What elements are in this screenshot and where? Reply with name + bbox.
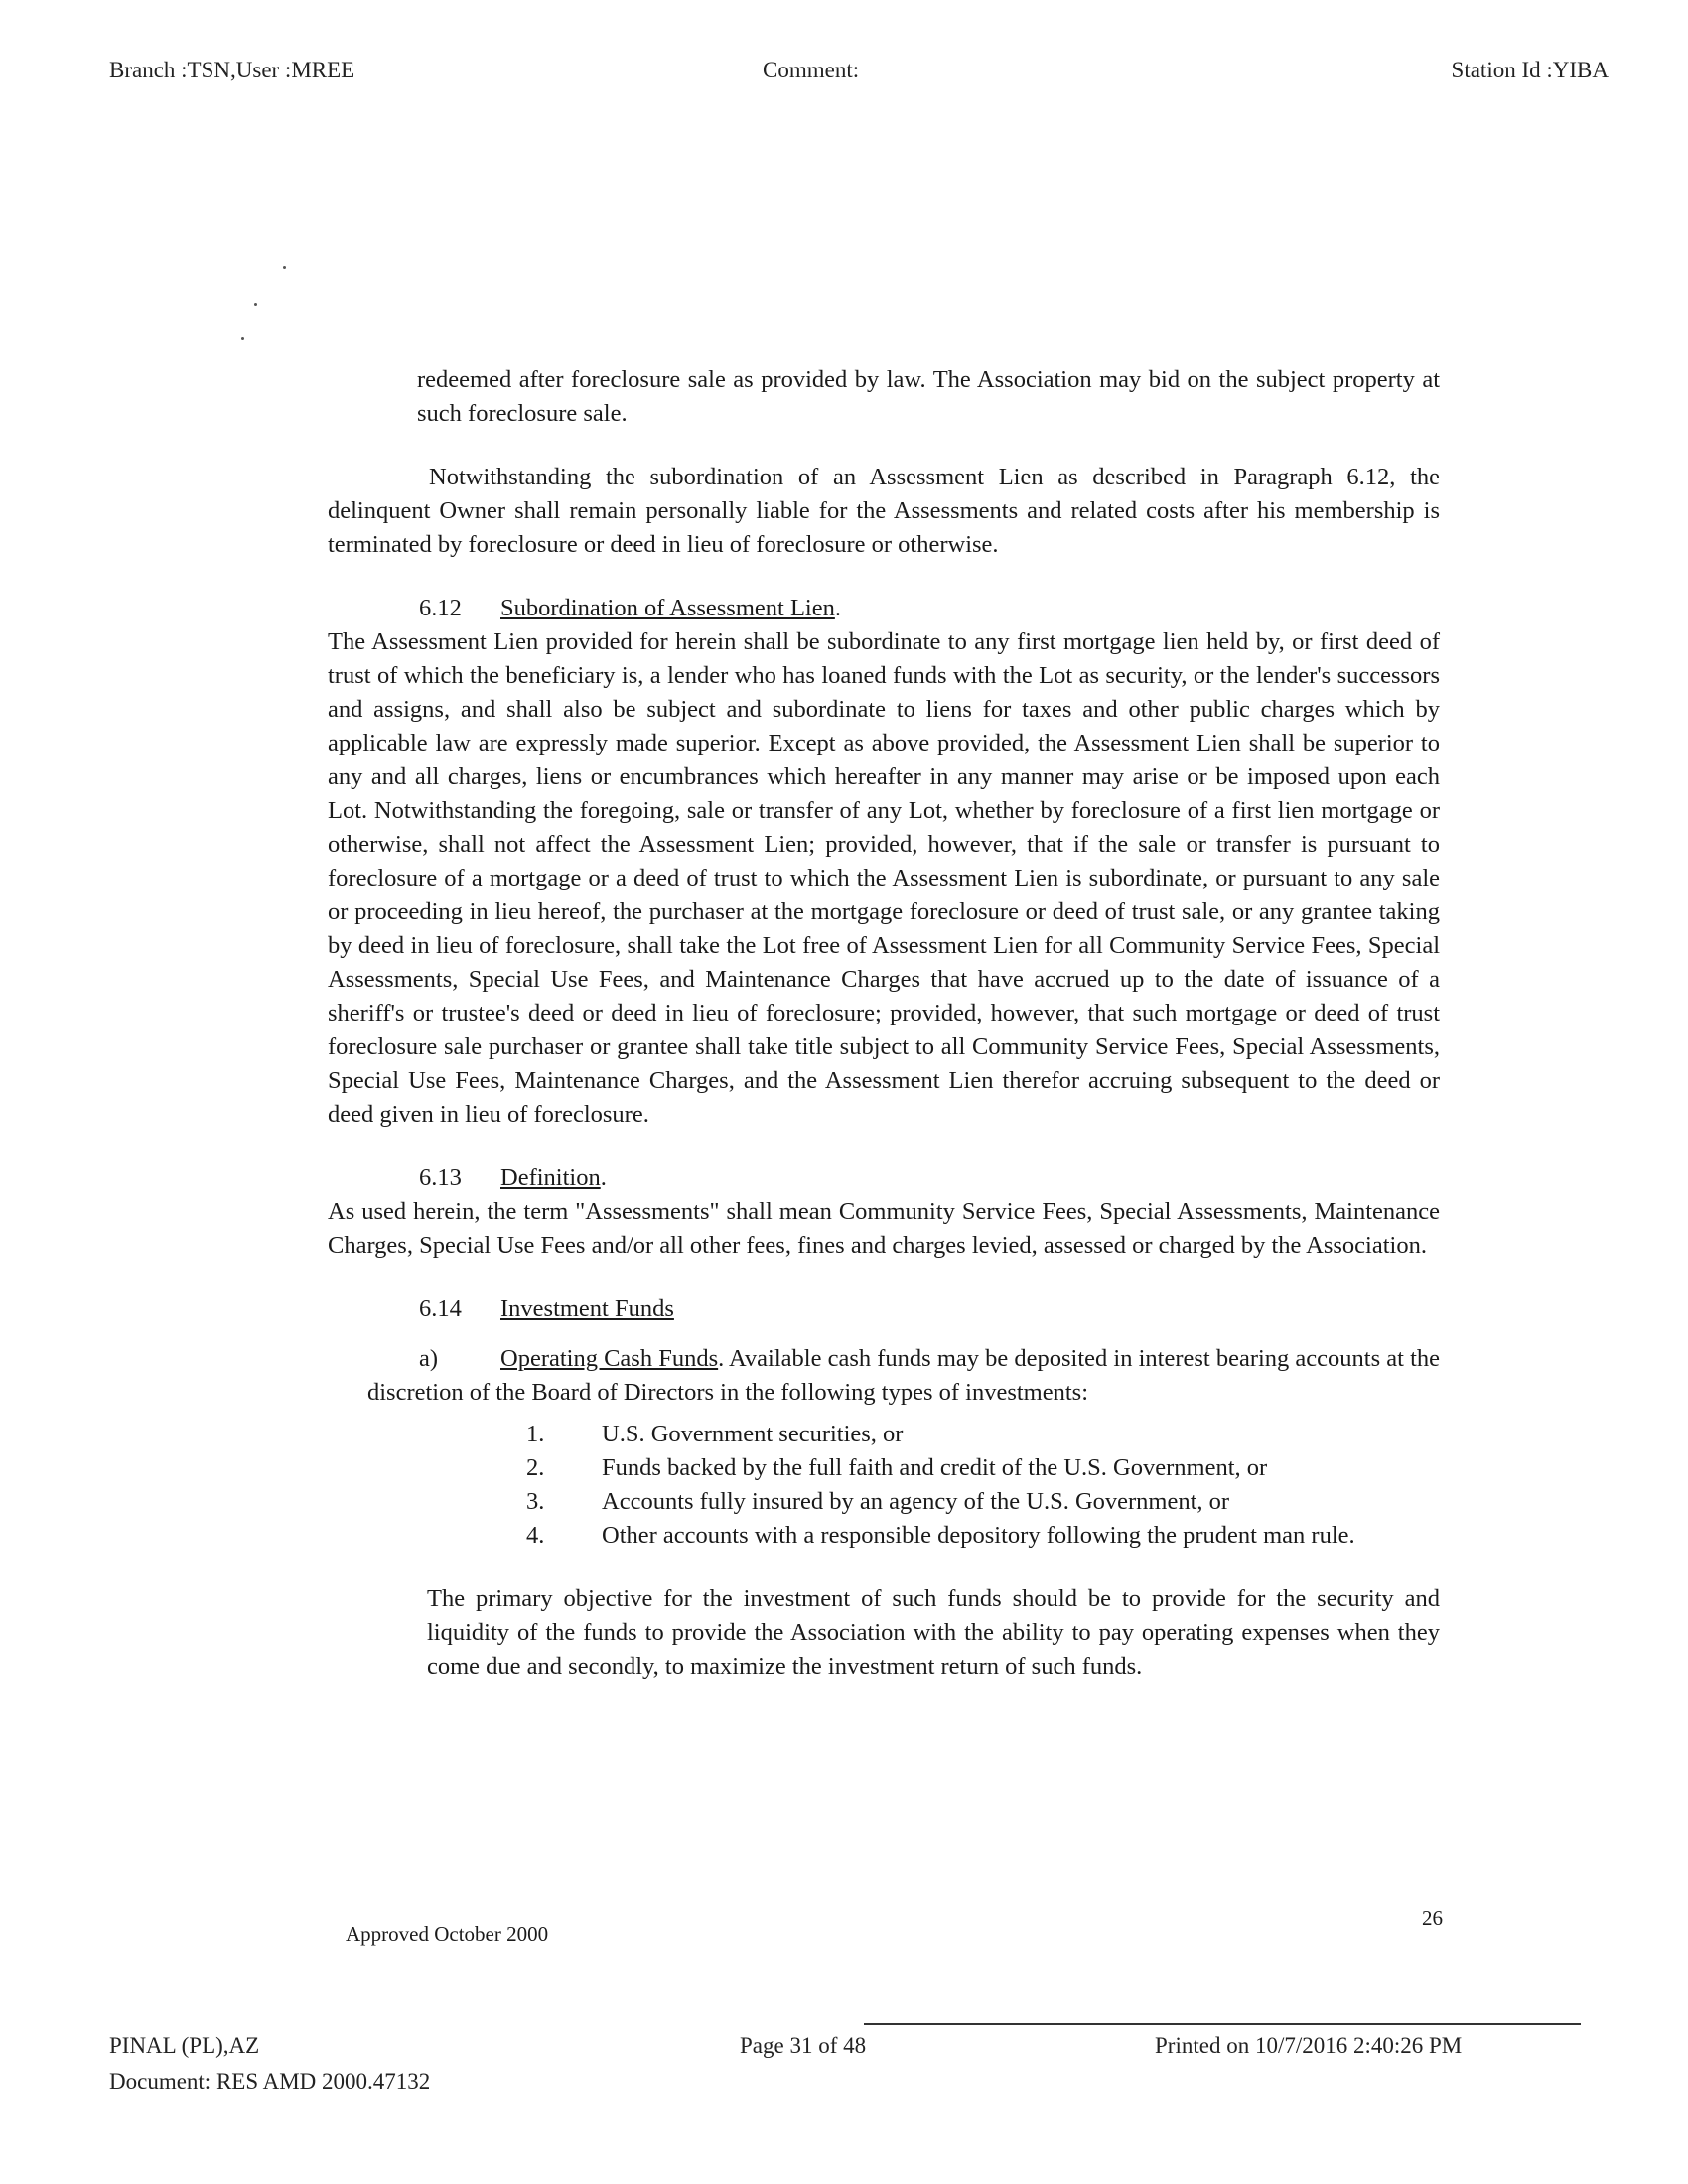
subsection-a-label: a) — [419, 1345, 439, 1372]
document-body — [328, 363, 1440, 1684]
section-title-suffix: . — [834, 595, 841, 621]
footer-county: PINAL (PL),AZ — [109, 2033, 260, 2058]
investment-types-list — [328, 1418, 1440, 1553]
list-item-number: 2. — [526, 1454, 545, 1481]
section-number: 6.13 — [419, 1164, 462, 1191]
header-branch-user: Branch :TSN,User :MREE — [109, 58, 355, 82]
scan-speck — [254, 303, 257, 306]
section-6-12-heading — [328, 592, 1440, 625]
footer-printed-timestamp: Printed on 10/7/2016 2:40:26 PM — [1155, 2033, 1463, 2058]
section-title: Subordination of Assessment Lien — [500, 595, 835, 621]
header-comment: Comment: — [763, 58, 860, 82]
list-item — [516, 1418, 1440, 1451]
scan-speck — [283, 266, 286, 269]
subsection-a-title: Operating Cash Funds — [500, 1345, 719, 1372]
section-6-14-heading — [328, 1293, 1440, 1326]
subsection-a-paragraph — [328, 1342, 1440, 1410]
list-item — [516, 1519, 1440, 1553]
section-title-suffix: . — [600, 1164, 607, 1191]
footer-divider — [864, 2023, 1581, 2025]
section-6-13-heading — [328, 1161, 1440, 1195]
section-6-12-text: The Assessment Lien provided for herein shall be subordinate to any first mortgage lien held by, or first deed of trust of which the beneficiary is, a lender who has loaned funds with the Lot as security, or the lender's successors and assigns, and shall also be subject and subordinate to liens for taxes and other public charges which by applicable law are expressly made superior. Except as above provided, the Assessment Lien shall be superior to any and all charges, liens or encumbrances which hereafter in any manner may arise or be imposed upon each Lot. Notwithstanding the foregoing, sale or transfer of any Lot, whether by foreclosure of a first lien mortgage or otherwise, shall not affect the Assessment Lien; provided, however, that if the sale or transfer is pursuant to foreclosure of a mortgage or a deed of trust to which the Assessment Lien is subordinate, or pursuant to any sale or proceeding in lieu hereof, the purchaser at the mortgage foreclosure or deed of trust sale, or any grantee taking by deed in lieu of foreclosure, shall take the Lot free of Assessment Lien for all Community Service Fees, Special Assessments, Special Use Fees, and Maintenance Charges that have accrued up to the date of issuance of a sheriff's or trustee's deed or deed in lieu of foreclosure; provided, however, that such mortgage or deed of trust foreclosure sale purchaser or grantee shall take title subject to all Community Service Fees, Special Assessments, Special Use Fees, Maintenance Charges, and the Assessment Lien therefor accruing subsequent to the deed or deed given in lieu of foreclosure. — [328, 628, 1440, 1128]
list-item — [516, 1451, 1440, 1485]
list-item-text: Accounts fully insured by an agency of the U.S. Government, or — [602, 1488, 1230, 1515]
scan-speck — [241, 337, 244, 340]
list-item-text: Other accounts with a responsible depository following the prudent man rule. — [602, 1522, 1355, 1549]
page-number: 26 — [1422, 1906, 1443, 1930]
section-6-13-text: As used herein, the term "Assessments" shall mean Community Service Fees, Special Assessments, Maintenance Charges, Special Use Fees and/or all other fees, fines and charges levied, assessed or charged by the Association. — [328, 1198, 1440, 1259]
section-number: 6.12 — [419, 595, 462, 621]
approved-date: Approved October 2000 — [346, 1922, 549, 1946]
section-title: Definition — [500, 1164, 601, 1191]
list-item-text: Funds backed by the full faith and credit of the U.S. Government, or — [602, 1454, 1268, 1481]
section-number: 6.14 — [419, 1296, 462, 1322]
investment-objective-paragraph: The primary objective for the investment of such funds should be to provide for the security and liquidity of the funds to provide the Association with the ability to pay operating expenses when they come due and secondly, to maximize the investment return of such funds. — [427, 1585, 1440, 1680]
footer-document-id: Document: RES AMD 2000.47132 — [109, 2069, 431, 2094]
list-item-number: 4. — [526, 1522, 545, 1549]
subsection-a-intro: . Available cash funds may be deposited in interest bearing accounts at the discretion of the Board of Directors in the following types of investments: — [367, 1345, 1440, 1406]
footer-page-count: Page 31 of 48 — [740, 2033, 867, 2058]
list-item — [516, 1485, 1440, 1519]
section-title: Investment Funds — [500, 1296, 674, 1322]
paragraph-redeemed: redeemed after foreclosure sale as provided by law. The Association may bid on the subject property at such foreclosure sale. — [417, 366, 1440, 427]
list-item-number: 1. — [526, 1421, 545, 1447]
list-item-text: U.S. Government securities, or — [602, 1421, 904, 1447]
header-station-id: Station Id :YIBA — [1451, 58, 1609, 82]
list-item-number: 3. — [526, 1488, 545, 1515]
paragraph-notwithstanding: Notwithstanding the subordination of an Assessment Lien as described in Paragraph 6.12, the delinquent Owner shall remain personally liable for the Assessments and related costs after his membership is terminated by foreclosure or deed in lieu of foreclosure or otherwise. — [328, 464, 1440, 558]
